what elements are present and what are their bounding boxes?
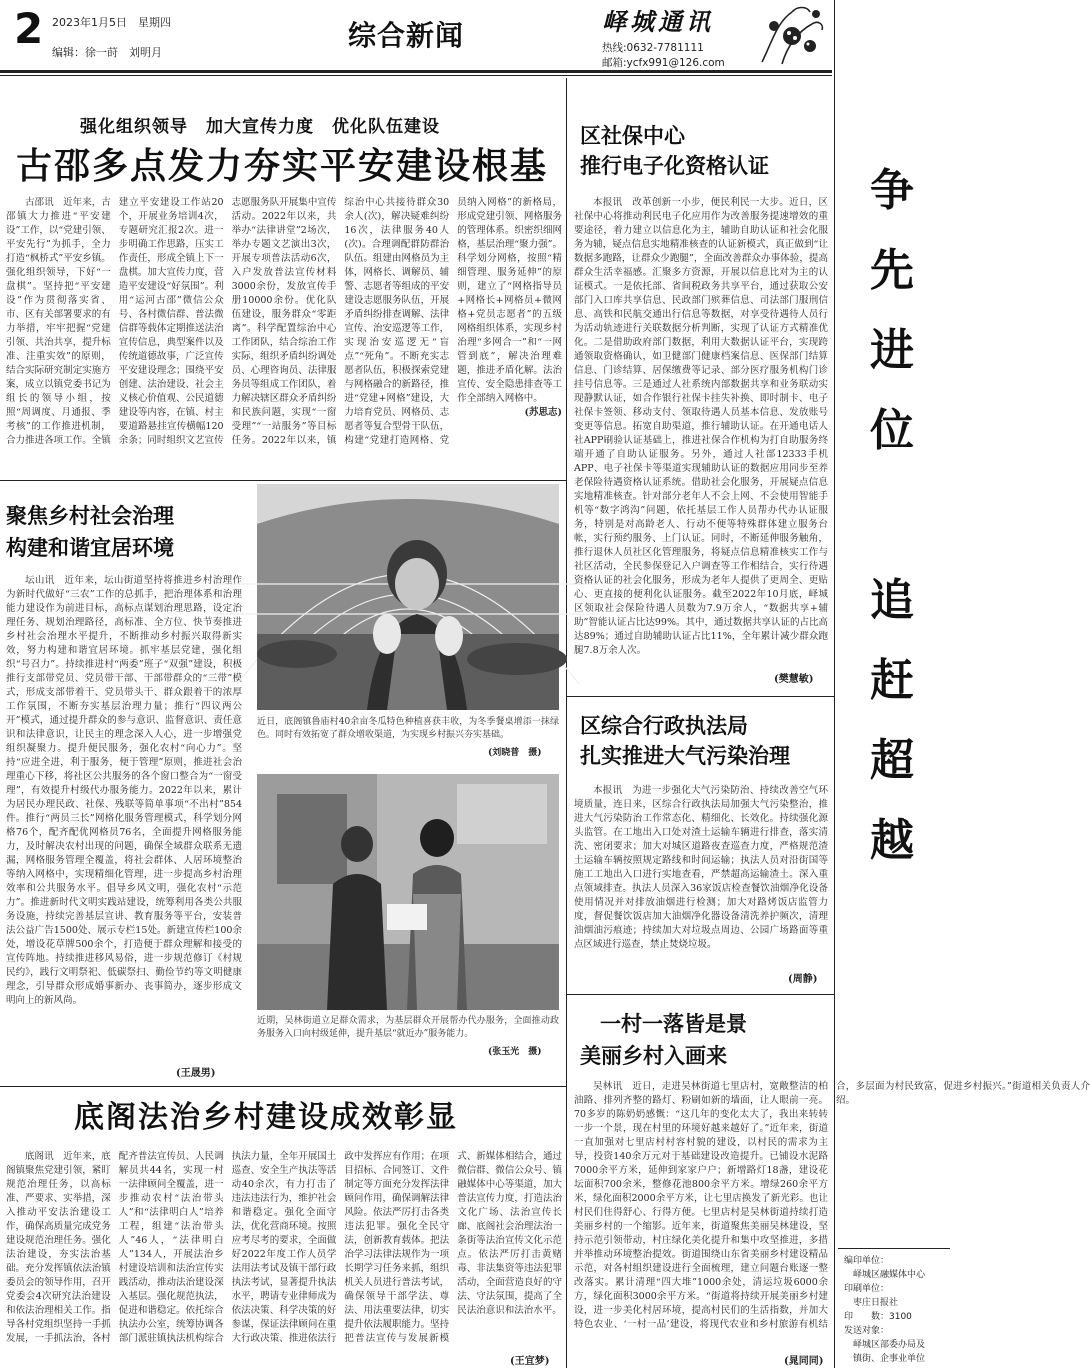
lead-kicker: 强化组织领导 加大宣传力度 优化队伍建设 <box>80 117 440 137</box>
colophon-line: 镇街、企事业单位 <box>844 1354 926 1364</box>
paper-name: 峄城通讯 <box>602 7 714 36</box>
s1-headline-1: 区社保中心 <box>580 124 685 148</box>
s2-headline-2: 构建和谐宜居环境 <box>6 536 174 560</box>
lead-headline: 古邵多点发力夯实平安建设根基 <box>16 146 549 187</box>
colophon-line: 枣庄日报社 <box>844 1298 899 1308</box>
colophon <box>844 1254 948 1366</box>
flower-ornament-icon <box>752 2 830 72</box>
s1-body <box>574 196 828 666</box>
lead-body <box>6 196 562 468</box>
s3-headline-1: 区综合行政执法局 <box>580 714 748 738</box>
s2-body <box>6 574 242 1058</box>
s3-headline-2: 扎实推进大气污染治理 <box>580 744 790 768</box>
colophon-line: 编印单位： <box>844 1256 890 1266</box>
s4-byline: (晁同同) <box>784 1356 824 1367</box>
s4-text: 吴林讯 近日，走进吴林街道七里店村，宽敞整洁的柏油路、排列齐整的路灯、粉刷如新的墙面，让人眼前一亮。70多岁的陈奶奶感慨：“这几年的变化太大了，我出来转转一步一个景，现在村里的环境好越来越好了。”近年来，街道一直加强对七里店村村容村貌的建设，以村民的需求为主导，投资140余万元对于基础建设改造提升。已铺设水泥路7000余平方米，延伸到家家户户；新增路灯18盏，建设花坛面积700余米，整修花池800余平方米。增绿260余平方米，绿化面积2000余平方米，让七里店换发了新光彩。也让村民们住得舒心、行得方便。七里店村是吴林街道持续打造美丽乡村的一个缩影。近年来，街道聚焦美丽吴林建设，坚持示范引领带动，村庄绿化美化提升和集中攻坚推进，多措并举推动环境整治提效。街道围绕山东省美丽乡村建设精品示范，对各村组织建设进行全面梳理，建立问题台账逐一整改落实。累计清理“四大堆”1000余处，清运垃圾6000余方，绿化面积3000余平方米。“街道将持续开展美丽乡村建设，进一步美化村居环境，提高村民们的生活指数，并加大特色农业、‘一村一品’建设，将现代农业和乡村旅游有机结合，多层面为村民致富，促进乡村振兴。”街道相关负责人介绍。 <box>574 1081 1090 1330</box>
s5-byline: (王宜梦) <box>510 1356 550 1367</box>
s1-headline-2: 推行电子化资格认证 <box>580 154 769 178</box>
slogan-char: 追 <box>870 575 914 626</box>
s2-text: 坛山讯 近年来，坛山街道坚持将推进乡村治理作为新时代做好“三农”工作的总抓手，把治理体系和治理能力建设作为前进目标，高标点谋划治理思路，设定治理任务、规划治理路径，高标准、全方位、快节奏推进乡村社会治理水平提升，不断推动乡村振兴取得新实效，努力构建和谐宜居环境。抓牢基层党建，强化组织“号召力”。持续推进村“两委”班子“双强”建设，积极推行支部带党员、党员带干部、干部带群众的“三带”模式，形成支部带着干、党员带头干、群众跟着干的浓厚工作氛围，不断夯实基层治理力量；推行“四议两公开”模式，通过提升群众的参与意识、监督意识、责任意识和法律意识，让民主的理念深入人心，进一步增强党组织凝聚力。提升便民服务，强化农村“向心力”。坚持“应进全进，利于服务，便于管理”原则，推进社会治理重心下移，将社区公共服务的各个窗口整合为“一窗受理”，有效提升村级代办服务能力。2022年以来，累计为居民办理民政、社保、残联等简单事项“不出村”854件。推行“两员三长”网格化服务管理模式，科学划分网格76个，配齐配优网格员76名，全面提升网格服务能力，及时解决农村出现的问题，确保全域群众联系无遗漏，网格服务管理全覆盖，将社会群体、人居环境整治等纳入网格中，实现精细化管理，进一步提高乡村治理效率和公共服务水平。倡导乡风文明，强化农村“示范力”。推进新时代文明实践站建设，统筹利用各类公共服务设施，持续完善基层宣讲、教育服务等平台，安装普法公益广告1500处、展示专栏15处。新建宣传栏100余处，增设花草牌500余个，打造便于群众理解和接受的宣传阵地。持续推进移风易俗，进一步规范修订《村规民约》，践行文明祭祀、低碳祭扫、勤俭节约等文明健康理念，引导群众形成婚事新办、丧事简办，逐步形成文明向上的新风尚。 <box>6 575 242 1006</box>
s2-headline-1: 聚焦乡村社会治理 <box>6 504 174 528</box>
slogan-char: 进 <box>870 325 914 376</box>
colophon-line: 印 数：3100 <box>844 1312 912 1322</box>
s1-byline: (樊慧敏) <box>774 674 814 685</box>
colophon-line: 峄城区部委办局及 <box>844 1340 926 1350</box>
s5-body <box>6 1150 562 1350</box>
colophon-line: 发送对象： <box>844 1326 890 1336</box>
lead-text: 古邵讯 近年来，古邵镇大力推进“平安建设”工作，以“党建引领、平安先行”为抓手，全力打造“枫桥式”平安乡镇。强化组织领导，下好“一盘棋”。坚持把“平安建设”作为贯彻落实省、市、区有关部署要求的有力举措，牢牢把握“党建引领、共治共享，提升标准、注重实效”的原则，结合实际研究制定实施方案，成立以镇党委书记为组长的领导小组，按照“周调度、月通报、季考核”的工作推进机制，合力推进各项工作。全镇建立平安建设工作站20个，开展业务培训4次，专题研究汇报2次。进一步明确工作思路，压实工作责任，形成全镇上下一盘棋。加大宣传力度，营造平安建设“好氛围”。利用“运河古邵”微信公众号、各村微信群、普法微信群等载体定期推送法治宣传信息，典型案件以及传统道德故事，广泛宣传平安建设理念；围绕平安创建、法治建设、社会主义核心价值观、公民道德建设等内容，在镇、村主要道路悬挂宣传横幅120余条；同时组织文艺宣传志愿服务队开展集中宣传活动。2022年以来，共举办“法律讲堂”2场次，举办专题文艺演出3次，开展专项普法活动6次，入户发放普法宣传材料3000余份，发放宣传手册10000余份。优化队伍建设，服务群众“零距离”。科学配置综治中心工作团队，结合综治工作实际，组织矛盾纠纷调处员、心理咨询员、法律服务员等组成工作团队，着力解决辖区群众矛盾纠纷和民族问题，实现“一窗受理”“一站服务”等目标任务。2022年以来，镇综治中心共接待群众30余人(次)，解决疑难纠纷16次，法律服务40人(次)。合理调配群防群治队伍。组建由网格员为主体，网格长、调解员、辅警、志愿者等组成的平安建设志愿服务队伍，开展矛盾纠纷排查调解、法律宣传、治安巡逻等工作，实现治安巡逻无“盲点”“死角”。不断充实志愿者队伍，积极探索党建与网格融合的新路径，推进“党建+网格”建设，大力培育党员、网格员、志愿者等复合型骨干队伍，构建“党建打造网格、党员纳入网格”的新格局，形成党建引领、网格服务的管理体系。织密织细网格，基层治理“聚力强”。科学划分网格，按照“精细管理、服务延伸”的原则，建立了“网格指导员+网格长+网格员+微网格+党员志愿者”的五级网格组织体系，实现乡村治理“多网合一”和“一网管到底”，解决治理难题，推进矛盾化解。法治宣传、安全隐患排查等工作全部纳入网格中。 <box>6 197 562 446</box>
issue-date: 2023年1月5日 星期四 <box>52 16 171 29</box>
slogan-char: 先 <box>870 245 914 296</box>
masthead <box>0 0 950 76</box>
s5-text: 底阁讯 近年来，底阁镇聚焦党建引领，紧盯规范治理任务，以高标准、严要求、实举措，深入推动平安法治建设工作，确保高质量完成党务建设规范治理任务。强化法治建设，夯实法治基础。充分发挥镇依法治镇委员会的领导作用，召开党委会4次研究法治建设和依法治理相关工作。指导各村党组织坚持一手抓发展，一手抓法治，各村配齐普法宣传员、人民调解员共44名，实现一村一法律顾问全覆盖，进一步推动农村“法治带头人”和“法律明白人”培养工程，组建“法治带头人”46人，“法律明白人”134人，开展法治乡村建设培训和法治宣传实践活动，推动法治建设深入基层。强化规范执法，促进和谐稳定。依托综合执法办公室，统筹协调各部门派驻镇执法机构综合执法力量，全年开展国土巡查、安全生产执法等活动40余次，有力打击了违法违法行为，维护社会和谐稳定。强化全面守法，优化营商环境。按照应考尽考的要求，全面做好2022年度工作人员学法用法考试及镇干部行政执法考试，显著提升执法水平，聘请专业律师成为依法决策、科学决策的好参谋，保证法律顾问在重大行政决策、推进依法行政中发挥应有作用；在项目招标、合同签订、文件制定等方面充分发挥法律顾问作用，确保调解法律风险。依法严厉打击各类违法犯罪。强化全民守法，创新教育载体。把法治学习法律法规作为一项长期学习任务来抓，组织机关人员进行普法考试，确保领导干部学法、尊法、用法重要法律，切实提升依法履职能力。坚持把普法宣传与发展新模式、新媒体相结合，通过微信群、微信公众号、镇融媒体中心等渠道，加大普法宣传力度，打造法治文化广场、法治宣传长廊、底阁社会治理法治一条街等法治宣传文化示范点。依法严厉打击黄赌毒、非法集资等违法犯罪活动，全面营造良好的守法、守法氛围，提高了全民法治意识和法治水平。 <box>6 1151 562 1344</box>
colophon-line: 印刷单位： <box>844 1284 890 1294</box>
lead-byline: (苏思志) <box>524 407 562 418</box>
s3-body <box>574 784 828 968</box>
editors: 编辑：徐一莳 刘明月 <box>52 46 162 59</box>
photo-service-center <box>257 774 559 1010</box>
slogan-char: 争 <box>870 165 914 216</box>
office-photo <box>257 774 559 1010</box>
slogan-char: 位 <box>870 405 914 456</box>
slogan-char: 超 <box>870 735 914 786</box>
photo-winter-melon-harvest <box>257 484 559 710</box>
email: 邮箱:ycfx991@126.com <box>602 57 725 69</box>
s5-headline: 底阁法治乡村建设成效彰显 <box>74 1100 458 1135</box>
photo2-credit: (张玉光 摄) <box>488 1047 542 1057</box>
s1-text: 本报讯 改革创新一小步，便民利民一大步。近日，区社保中心将推动利民电子化应用作为改善服务提速增效的重要途径，着力建立以信息化为主，辅助自助认证和社会化服务为辅，疑点信息实地精准核查的认证新模式，真正做到“让数据多跑路，让群众少跑腿”，全面改善群众办事体验，提高群众生活幸福感。汇聚多方资源，开展以信息比对为主的认证模式。一是依托部、省间税政务共享平台，通过获取公安部门入口库共享信息、民政部门殡葬信息、司法部门服刑信息、高铁和民航交通出行信息等数据，对享受待遇待人员行为活动轨迹进行关联数据分析判断，实现了认证方式精准优化。二是借助政府部门数据，利用大数据认证平台，实现跨通领取资格确认，如卫健部门健康档案信息、医保部门结算信息、门诊结算、居保缴费等记录、部分医疗服务机构门诊挂号信息等。三是通过人社系统内部数据共享和业务联动实现静默认证，如合作银行社保卡挂失补换、即时制卡、电子社保卡签领、移动支付、领取待遇人员基本信息、发放账号变更等信息。拓宽自助渠道，推行辅助认证。在开通电话人社APP刷验认证基础上，推进社保合作机构为打自助服务终端开通了自助认证服务。另外，通过人社部12333手机APP、电子社保卡等渠道实现辅助认证的数据应用同步至养老保险待遇资格认证系统。借助社会化服务，开展疑点信息实地精准核查。针对部分老年人不会上网、不会使用智能手机等“数字鸿沟”问题，依托基层工作人员帮办代办认证服务，特别是对高龄老人、行动不便等特殊群体建立服务台帐，实行预约服务、上门认证。同时，不断延伸服务触角，推行退休人员社区化管理服务，将疑点信息精准核实工作与社区活动，全民参保登记入户调查等工作相结合，实行待遇资格认证的社会化服务，形成为老年人提供了更周全、更贴心、更直接的便利化认证服务。截至2022年10月底，峄城区领取社会保险待遇人员数为7.9万余人，“数据共享+辅助”智能认证占比达99%。其中，通过数据共享认证的占比高达89%；通过自助辅助认证占比11%，全年累计减少群众跑腿7.8万余人次。 <box>574 197 828 656</box>
photo2-caption: 近期，吴林街道立足群众需求，为基层群众开展帮办代办服务，全面推动政务服务入口向村级延伸，提升基层“就近办”服务能力。 <box>257 1016 559 1039</box>
page-number: 2 <box>14 4 44 53</box>
slogan-char: 赶 <box>870 655 914 706</box>
s3-text: 本报讯 为进一步强化大气污染防治、持续改善空气环境质量，连日来，区综合行政执法局加强大气污染整治，推进大气污染防治工作常态化、精细化、长效化。持续强化源头监管。在工地出入口处对渣土运输车辆进行排查，落实清洗、密闭要求；加大对城区道路夜查巡查力度，严格规范渣土运输车辆按照规定路线和时间运输；执法人员对沿街国等施工工地出入口进行实地查看，严禁超高运输渣土。深入重点领域排查。执法人员深入36家饭店检查餐饮油烟净化设备使用情况并对排放油烟进行检测；加大对路烤饭店监管力度，督促餐饮饭店加大油烟净化器设备清洗养护频次，清理油烟油污痕迹；持续加大对垃圾点周边、公园广场路面等重点区域进行巡查，禁止焚烧垃圾。 <box>574 785 828 950</box>
colophon-line: 峄城区融媒体中心 <box>844 1270 926 1280</box>
section-title: 综合新闻 <box>348 19 465 52</box>
photo1-credit: (刘晓普 摄) <box>488 748 542 758</box>
s4-headline-1: 一村一落皆是景 <box>600 1012 747 1036</box>
s2-byline: (王晟男) <box>176 1068 216 1079</box>
hotline: 热线:0632-7781111 <box>602 42 704 54</box>
s4-headline-2: 美丽乡村入画来 <box>580 1044 727 1068</box>
greenhouse-photo <box>257 484 559 710</box>
slogan-char: 越 <box>870 815 914 866</box>
s3-byline: (周静) <box>788 974 818 985</box>
vertical-slogan <box>838 166 946 896</box>
photo1-caption: 近日，底阁镇鲁庙村40余亩冬瓜特色种植喜获丰收，为冬季餐桌增添一抹绿色。同时有效拓宽了群众增收渠道，为实现乡村振兴夯实基础。 <box>257 717 559 740</box>
